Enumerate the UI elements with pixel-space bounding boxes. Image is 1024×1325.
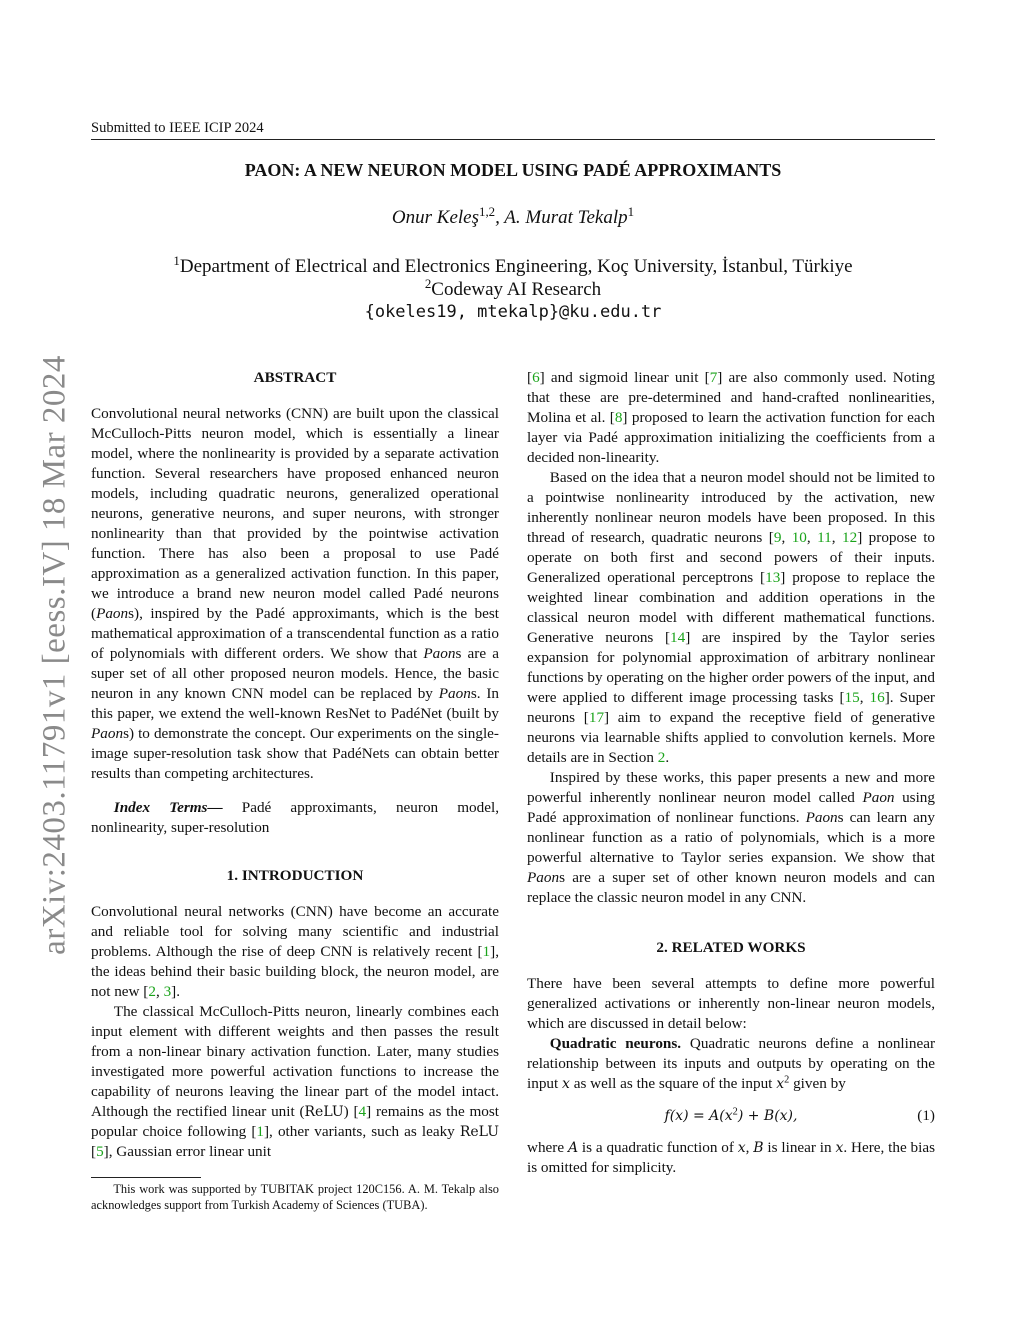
- math-exponent: 2: [784, 1074, 790, 1086]
- quadratic-neurons-label: Quadratic neurons.: [549, 1035, 682, 1052]
- funding-footnote: [91, 1181, 499, 1213]
- footnote-rule: [91, 1177, 201, 1178]
- citation-link[interactable]: 1: [482, 943, 491, 960]
- section-reference-link[interactable]: 2: [657, 749, 666, 766]
- intro-paragraph: Based on the idea that a neuron model should not be limited to a pointwise nonlinearity introduced by the activation, new inherently nonlinear neuron models have been proposed. In this thread of research, quadratic neurons [9, 10, 11, 12] propose to operate on both first and second powers of their inputs. Generalized operational perceptrons [13] propose to replace the weighted linear combination and addition operations in the classical neuron model with different mathematical functions. Generative neurons [14] are inspired by the Taylor series expansion for polynomial approximation of arbitrary nonlinear functions by operating on the higher order powers of the input, and were applied to different image processing tasks [15, 16]. Super neurons [17] aim to expand the receptive field of generative neurons via learnable shifts applied to convolution kernels. More details are in Section 2.: [527, 469, 936, 766]
- author-name: A. Murat Tekalp: [504, 207, 628, 228]
- equation-lhs: f(x) = A(x: [664, 1108, 733, 1124]
- author-name: Onur Keleş: [391, 207, 479, 228]
- citation-link[interactable]: 1: [256, 1123, 264, 1140]
- citation-link[interactable]: 4: [358, 1103, 367, 1120]
- left-column: [91, 368, 499, 1162]
- section-heading-introduction: 1. INTRODUCTION: [226, 867, 364, 884]
- header-rule: [91, 139, 935, 140]
- intro-paragraph: Convolutional neural networks (CNN) have become an accurate and reliable tool for solving many scientific and industrial problems. Although the rise of deep CNN is relatively recent [1], the ideas behind their basic building block, the neuron model, are not new [2, 3].: [91, 903, 499, 1000]
- intro-paragraph: The classical McCulloch-Pitts neuron, linearly combines each input element with different weights and then passes the result from a non-linear binary activation function. Later, many studies investigated more powerful activation functions to increase the capability of neurons leaving the linear part of the model intact. Although the rectified linear unit (ReLU) [4] remains as the most popular choice following [1], other variants, such as leaky ReLU [5], Gaussian error linear unit: [91, 1003, 499, 1160]
- author-line: [91, 203, 935, 229]
- affiliation-mark: 2: [424, 275, 432, 291]
- affiliation-line: [91, 252, 935, 278]
- abstract-text: Convolutional neural networks (CNN) are built upon the classical McCulloch-Pitts neuron model, which is essentially a linear model, where the nonlinearity is provided by a separate activation function. Several researchers have proposed enhanced neuron models, including quadratic neurons, generalized operational neurons, generative neurons, and super neurons, with stronger nonlinearity than that provided by the pointwise activation function. There has also been a proposal to use Padé approximation as a generalized activation function. In this paper, we introduce a brand new neuron model called Padé neurons (Paons), inspired by the Padé approximants, which is the best mathematical approximation of a transcendental function as a ratio of polynomials with different orders. We show that Paons are a super set of all other proposed neuron models. Hence, the basic neuron in any known CNN model can be replaced by Paons. In this paper, we extend the well-known ResNet to PadéNet (built by Paons) to demonstrate the concept. Our experiments on the single-image super-resolution task show that PadéNets can obtain better results than competing architectures.: [91, 405, 500, 782]
- abstract-heading: ABSTRACT: [253, 369, 337, 386]
- section-heading-related-works: 2. RELATED WORKS: [656, 939, 806, 956]
- citation-link[interactable]: 7: [709, 369, 718, 386]
- citation-link[interactable]: 2: [148, 983, 156, 1000]
- paon-term: Paon: [862, 789, 895, 806]
- related-paragraph: There have been several attempts to define more powerful generalized activations or inherently non-linear neuron models, which are discussed in detail below:: [527, 975, 935, 1032]
- author-affiliation-mark: 1: [627, 203, 635, 219]
- affiliation-mark: 1: [173, 252, 180, 268]
- paper-title: PAON: A NEW NEURON MODEL USING PADÉ APPROXIMANTS: [244, 160, 782, 180]
- related-paragraph: where A is a quadratic function of x, B is linear in x. Here, the bias is omitted for simplicity.: [527, 1139, 936, 1176]
- paon-term: Paon: [91, 725, 124, 742]
- equation-rhs: ) + B(x),: [737, 1108, 798, 1124]
- citation-link[interactable]: 15: [844, 689, 860, 706]
- equation-exponent: 2: [732, 1106, 738, 1118]
- citation-link[interactable]: 10: [791, 529, 807, 546]
- math-variable: x: [835, 1140, 844, 1156]
- index-terms-text: Padé approximants, neuron model, nonlinearity, super-resolution: [91, 799, 499, 836]
- equation-1: [527, 1106, 935, 1126]
- citation-link[interactable]: 8: [614, 409, 623, 426]
- paon-term: Paon: [423, 645, 456, 662]
- affiliations: [91, 252, 935, 324]
- citation-link[interactable]: 17: [588, 709, 605, 726]
- right-column: [527, 368, 935, 1178]
- author-emails: {okeles19, mtekalp}@ku.edu.tr: [364, 302, 662, 322]
- affiliation-text: Codeway AI Research: [431, 279, 602, 300]
- citation-link[interactable]: 5: [96, 1143, 104, 1160]
- relu-term: ReLU: [304, 1104, 344, 1120]
- paon-term: Paon: [438, 685, 471, 702]
- author-separator: ,: [495, 207, 505, 228]
- citation-link[interactable]: 11: [817, 529, 832, 546]
- footnote-text: This work was supported by TUBITAK project 120C156. A. M. Tekalp also acknowledges support from Turkish Academy of Sciences (TUBA).: [91, 1182, 499, 1212]
- affiliation-line: [91, 275, 935, 301]
- math-variable: x: [737, 1140, 746, 1156]
- math-variable: A: [567, 1140, 579, 1156]
- relu-term: ReLU: [459, 1124, 499, 1140]
- affiliation-text: Department of Electrical and Electronics Engineering, Koç University, İstanbul, Türkiye: [179, 256, 853, 277]
- citation-link[interactable]: 12: [842, 529, 858, 546]
- paon-term: Paon: [96, 605, 129, 622]
- citation-link[interactable]: 3: [163, 983, 172, 1000]
- paon-term: Paon: [805, 809, 838, 826]
- related-paragraph: Quadratic neurons. Quadratic neurons define a nonlinear relationship between its inputs and outputs by operating on the input x as well as the square of the input $x^2$ given by: [527, 1035, 935, 1092]
- index-terms-label: Index Terms—: [113, 799, 223, 816]
- arxiv-identifier-stamp: arXiv:2403.11791v1 [eess.IV] 18 Mar 2024: [36, 355, 73, 955]
- paon-term: Paon: [527, 869, 560, 886]
- citation-link[interactable]: 14: [670, 629, 686, 646]
- math-variable: x: [776, 1076, 785, 1092]
- citation-link[interactable]: 6: [532, 369, 540, 386]
- intro-paragraph: Inspired by these works, this paper presents a new and more powerful inherently nonlinear neuron model called Paon using Padé approximation of nonlinear functions. Paons can learn any nonlinear function as a ratio of polynomials, which is a more powerful alternative to Taylor series expansion. We show that Paons are a super set of other known neuron models and can replace the classic neuron model in any CNN.: [527, 769, 935, 906]
- citation-link[interactable]: 16: [869, 689, 885, 706]
- citation-link[interactable]: 9: [773, 529, 782, 546]
- equation-number: (1): [917, 1107, 935, 1124]
- citation-link[interactable]: 13: [765, 569, 781, 586]
- math-variable: x: [562, 1076, 570, 1092]
- author-affiliation-mark: 1,2: [478, 203, 496, 219]
- intro-paragraph-continued: [6] and sigmoid linear unit [7] are also commonly used. Noting that these are pre-determined and hand-crafted nonlinearities, Molina et al. [8] proposed to learn the activation function for each layer via Padé approximation initializing the coefficients from a decided non-linearity.: [527, 369, 935, 466]
- math-variable: B: [753, 1140, 764, 1156]
- running-header: Submitted to IEEE ICIP 2024: [91, 120, 264, 136]
- index-terms: [91, 798, 499, 838]
